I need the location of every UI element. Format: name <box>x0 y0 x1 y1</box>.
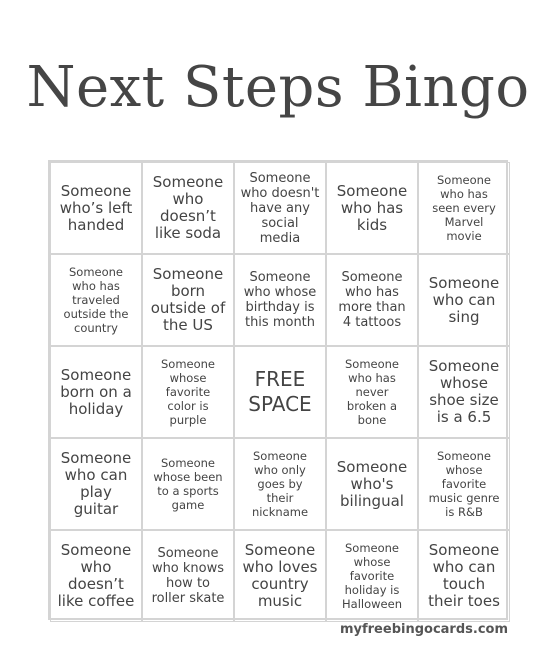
bingo-cell[interactable]: Someone who’s left handed <box>50 162 142 254</box>
bingo-cell[interactable]: Someone born outside of the US <box>142 254 234 346</box>
bingo-cell[interactable]: Someone who can play guitar <box>50 438 142 530</box>
bingo-cell[interactable]: Someone who has seen every Marvel movie <box>418 162 510 254</box>
bingo-cell[interactable]: Someone who has kids <box>326 162 418 254</box>
bingo-cell[interactable]: Someone who only goes by their nickname <box>234 438 326 530</box>
bingo-cell[interactable]: Someone whose been to a sports game <box>142 438 234 530</box>
bingo-cell[interactable]: Someone whose favorite music genre is R&B <box>418 438 510 530</box>
site-credit: myfreebingocards.com <box>339 622 508 637</box>
bingo-cell[interactable]: Someone who loves country music <box>234 530 326 622</box>
page-title: Next Steps Bingo <box>26 55 530 120</box>
bingo-cell[interactable]: Someone who has never broken a bone <box>326 346 418 438</box>
bingo-cell[interactable]: Someone who's bilingual <box>326 438 418 530</box>
bingo-cell[interactable]: Someone who has traveled outside the country <box>50 254 142 346</box>
bingo-card <box>48 160 508 620</box>
bingo-cell[interactable]: Someone who knows how to roller skate <box>142 530 234 622</box>
bingo-cell[interactable]: Someone who doesn't have any social media <box>234 162 326 254</box>
bingo-cell[interactable]: Someone whose favorite holiday is Halloween <box>326 530 418 622</box>
bingo-cell[interactable]: Someone who can touch their toes <box>418 530 510 622</box>
bingo-cell[interactable]: Someone who doesn’t like coffee <box>50 530 142 622</box>
bingo-cell[interactable]: Someone whose shoe size is a 6.5 <box>418 346 510 438</box>
bingo-cell[interactable]: Someone who doesn’t like soda <box>142 162 234 254</box>
bingo-cell[interactable]: Someone born on a holiday <box>50 346 142 438</box>
free-space-cell[interactable]: FREE SPACE <box>234 346 326 438</box>
bingo-cell[interactable]: Someone who has more than 4 tattoos <box>326 254 418 346</box>
bingo-cell[interactable]: Someone whose favorite color is purple <box>142 346 234 438</box>
bingo-cell[interactable]: Someone who whose birthday is this month <box>234 254 326 346</box>
bingo-cell[interactable]: Someone who can sing <box>418 254 510 346</box>
